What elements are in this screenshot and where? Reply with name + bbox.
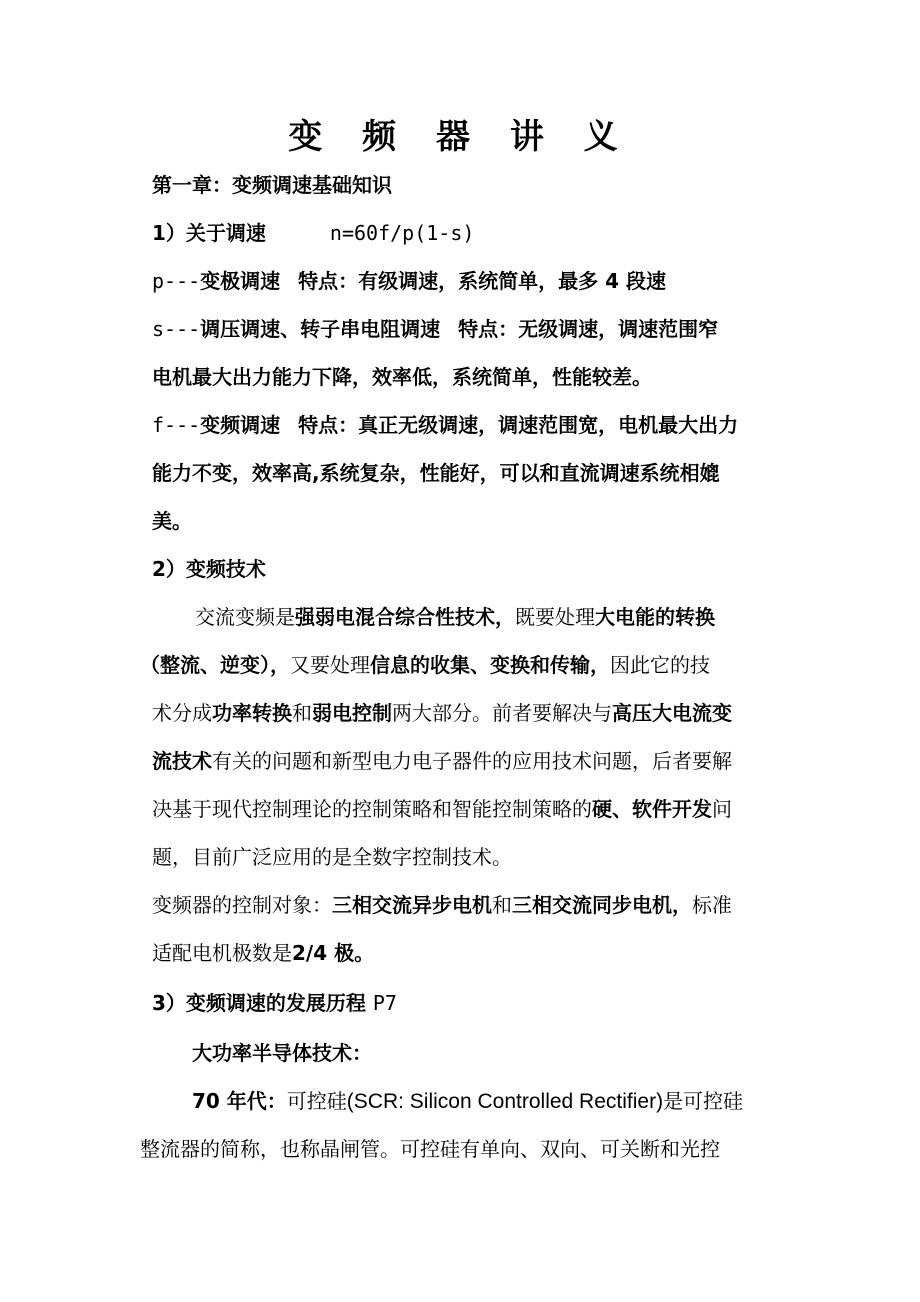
bold-run: 高压大电流变: [612, 701, 732, 725]
bold-run: 70 年代：: [192, 1089, 287, 1113]
frequency-change-line: [152, 410, 738, 440]
chapter-heading: 第一章：变频调速基础知识: [152, 173, 392, 197]
text-run: 和: [492, 893, 512, 917]
section-1-label: 1）关于调速: [152, 221, 266, 245]
voltage-regulation-line-2: 电机最大出力能力下降，效率低，系统简单，性能较差。: [152, 365, 652, 389]
s-feature: 特点：无级调速，调速范围窄: [458, 317, 719, 341]
section-3-page: P7: [372, 991, 397, 1015]
text-run: 术分成: [152, 701, 212, 725]
para1-line2: [140, 650, 710, 680]
text-run: 交流变频是: [195, 605, 295, 629]
para1-line6: 题，目前广泛应用的是全数字控制技术。: [152, 845, 512, 869]
section-1-heading: [152, 218, 474, 248]
para3-line2: 整流器的简称，也称晶闸管。可控硅有单向、双向、可关断和光控: [140, 1137, 720, 1161]
pole-change-line: [152, 266, 666, 296]
speed-formula: n=60f/p(1-s): [329, 221, 475, 245]
s-prefix: s---: [152, 317, 201, 341]
para2-line2: [152, 938, 374, 968]
text-run: 决基于现代控制理论的控制策略和智能控制策略的: [152, 797, 592, 821]
text-run: 适配电机极数是: [152, 941, 292, 965]
para1-line4: [152, 746, 732, 776]
section-3-heading: [152, 988, 397, 1018]
para1-line1: [195, 602, 715, 632]
subheading-power-semiconductor: 大功率半导体技术：: [192, 1041, 372, 1065]
bold-run: 功率转换: [212, 701, 292, 725]
text-run: 又要处理: [290, 653, 370, 677]
voltage-regulation-line: [152, 314, 718, 344]
text-run: 既要处理: [515, 605, 595, 629]
text-run: 变频器的控制对象：: [152, 893, 332, 917]
f-name: 变频调速: [200, 413, 281, 437]
text-run: 和: [292, 701, 312, 725]
frequency-change-line-3: 美。: [152, 509, 192, 533]
bold-run: 弱电控制: [312, 701, 392, 725]
text-run: 是可控硅: [663, 1089, 744, 1113]
bold-run: 信息的收集、变换和传输，: [370, 653, 610, 677]
document-title: 变 频 器 讲 义: [288, 117, 632, 157]
text-run: 两大部分。前者要解决与: [392, 701, 612, 725]
text-run: 因此它的技: [610, 653, 710, 677]
p-name: 变极调速: [200, 269, 281, 293]
frequency-change-line-2: 能力不变，效率高,系统复杂，性能好，可以和直流调速系统相媲: [152, 461, 720, 485]
bold-run: 三相交流同步电机，: [512, 893, 692, 917]
text-run: 标准: [692, 893, 732, 917]
para3-line1: [192, 1086, 743, 1117]
para1-line5: [152, 794, 732, 824]
para1-line3: [152, 698, 732, 728]
bold-run: 三相交流异步电机: [332, 893, 492, 917]
para2-line1: [152, 890, 732, 920]
p-feature: 特点：有级调速，系统简单，最多 4 段速: [298, 269, 667, 293]
bold-run: 大电能的转换: [595, 605, 715, 629]
text-run: 可控硅: [286, 1089, 347, 1113]
latin-run: (SCR: Silicon Controlled Rectifier): [346, 1090, 664, 1113]
bold-run: 硬、软件开发: [592, 797, 712, 821]
f-prefix: f---: [152, 413, 201, 437]
p-prefix: p---: [152, 269, 201, 293]
bold-run: （整流、逆变），: [140, 653, 290, 677]
text-run: 有关的问题和新型电力电子器件的应用技术问题，后者要解: [212, 749, 732, 773]
section-2-heading: 2）变频技术: [152, 557, 266, 581]
s-name: 调压调速、转子串电阻调速: [200, 317, 441, 341]
bold-run: 流技术: [152, 749, 212, 773]
f-feature: 特点：真正无级调速，调速范围宽，电机最大出力: [298, 413, 739, 437]
text-run: 问: [712, 797, 732, 821]
section-3-label: 3）变频调速的发展历程: [152, 991, 366, 1015]
bold-run: 强弱电混合综合性技术，: [295, 605, 515, 629]
bold-run: 2/4 极。: [292, 941, 375, 965]
